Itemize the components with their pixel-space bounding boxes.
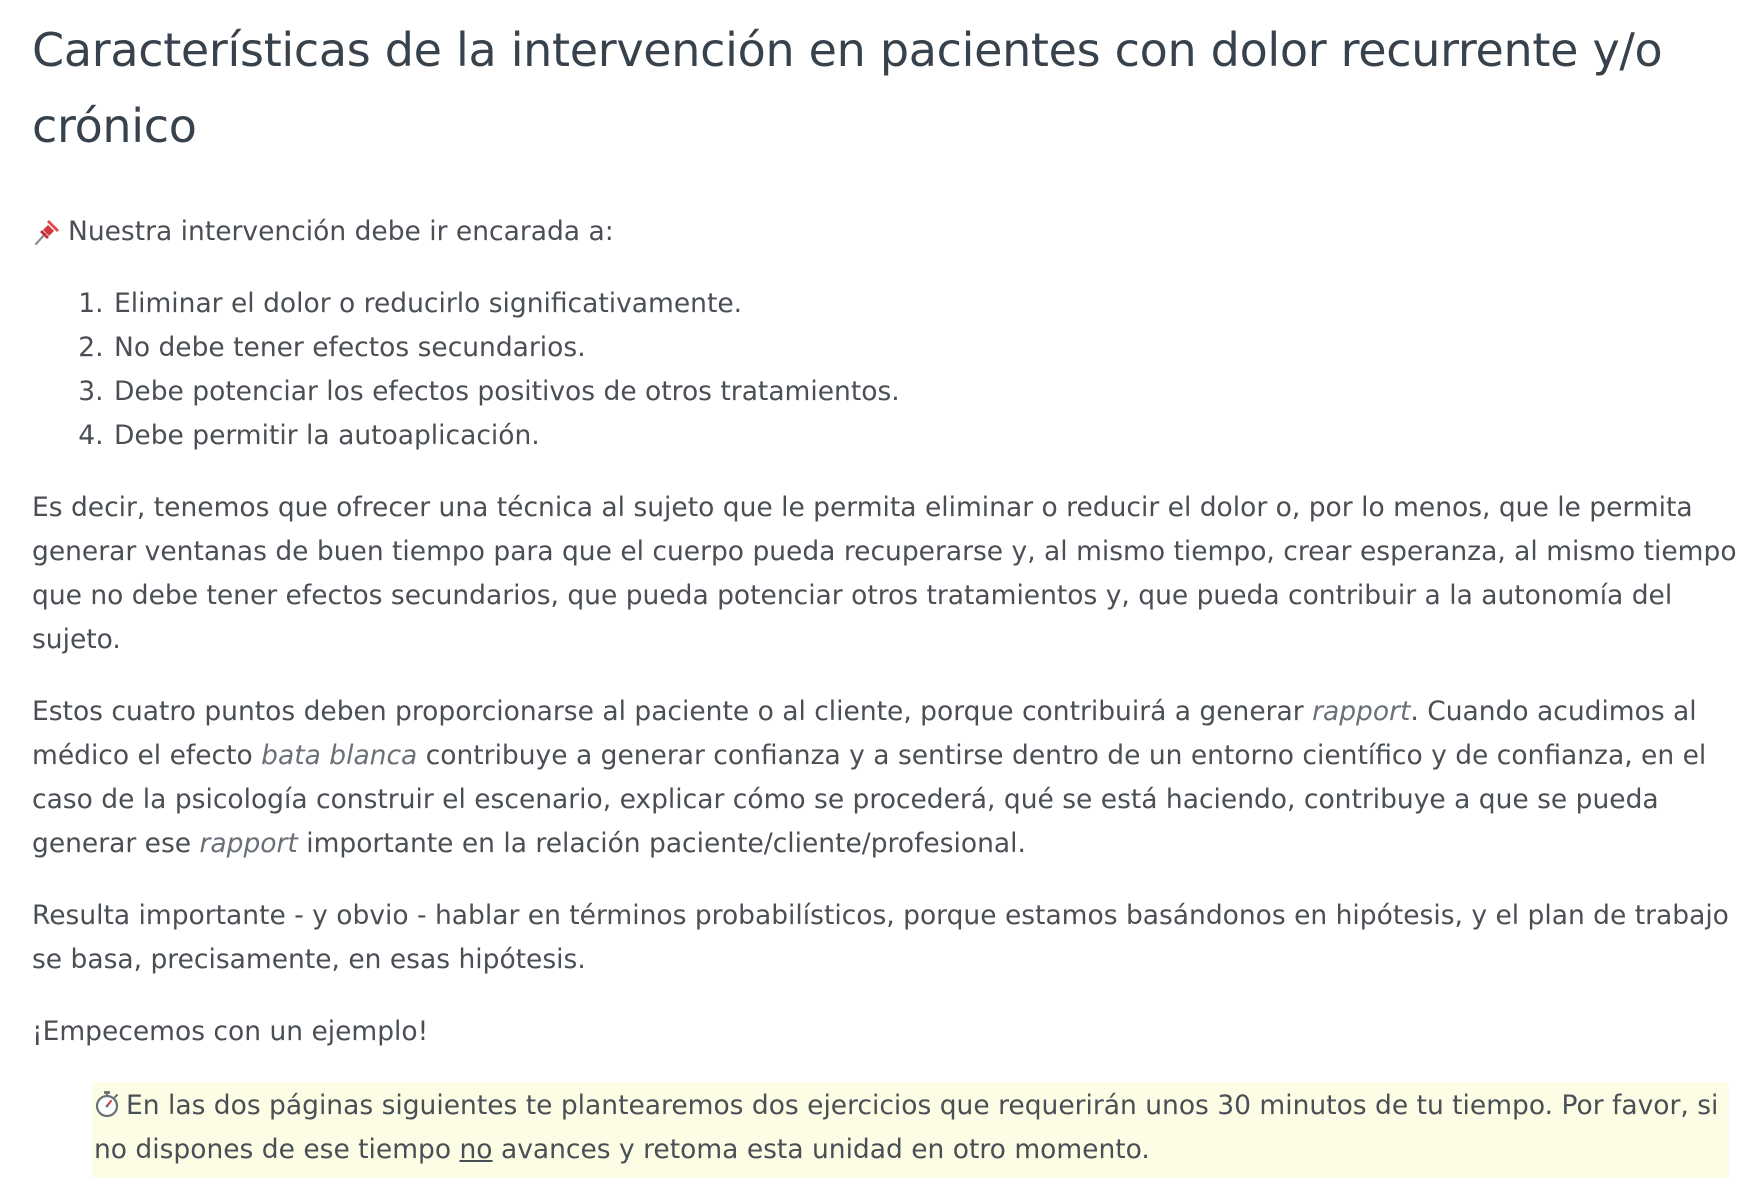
paragraph-2 [32,690,1747,866]
pushpin-icon [32,217,62,247]
page-title: Características de la intervención en pacientes con dolor recurrente y/o crónico [32,23,1663,153]
paragraph-1: Es decir, tenemos que ofrecer una técnica al sujeto que le permita eliminar o reducir el dolor o, por lo menos, que le permita generar ventanas de buen tiempo para que el cuerpo pueda recuperarse y, al mismo tiempo, crear esperanza, al mismo tiempo que no debe tener efectos secundarios, que pueda potenciar otros tratamientos y, que pueda contribuir a la autonomía del sujeto. [32,492,1737,655]
stopwatch-icon [94,1088,120,1116]
paragraph-2-text: . Cuando acudimos al médico el efecto [32,696,1697,771]
list-item: 1. Eliminar el dolor o reducirlo significativamente. [112,282,1747,326]
rapport-emphasis: rapport [1312,696,1411,727]
list-item: 3. Debe potenciar los efectos positivos de otros tratamientos. [112,370,1747,414]
paragraph-4: ¡Empecemos con un ejemplo! [32,1016,429,1047]
paragraph-2-text: Estos cuatro puntos deben proporcionarse al paciente o al cliente, porque contribuirá a generar [32,696,1313,727]
note-underlined-word: no [459,1134,493,1165]
bata-blanca-emphasis: bata blanca [261,740,418,771]
document-content [32,0,1747,1178]
paragraph-2-text: importante en la relación paciente/cliente/profesional. [297,828,1026,859]
paragraph-3: Resulta importante - y obvio - hablar en términos probabilísticos, porque estamos basándonos en hipótesis, y el plan de trabajo se basa, precisamente, en esas hipótesis. [32,900,1729,975]
list-item: 4. Debe permitir la autoaplicación. [112,414,1747,458]
time-note-callout [92,1082,1729,1178]
intro-text: Nuestra intervención debe ir encarada a: [68,216,614,247]
intro-line [32,210,1747,254]
paragraph-2-text: contribuye a generar confianza y a sentirse dentro de un entorno científico y de confianza, en el caso de la psicología construir el escenario, explicar cómo se procederá, qué se está haciendo, contribuye a que se pueda generar ese [32,740,1707,859]
note-text: avances y retoma esta unidad en otro momento. [492,1134,1150,1165]
requirements-list [32,282,1747,458]
rapport-emphasis: rapport [199,828,298,859]
note-text: En las dos páginas siguientes te plantearemos dos ejercicios que requerirán unos 30 minutos de tu tiempo. Por favor, si no dispones de ese tiempo [94,1090,1719,1165]
list-item: 2. No debe tener efectos secundarios. [112,326,1747,370]
